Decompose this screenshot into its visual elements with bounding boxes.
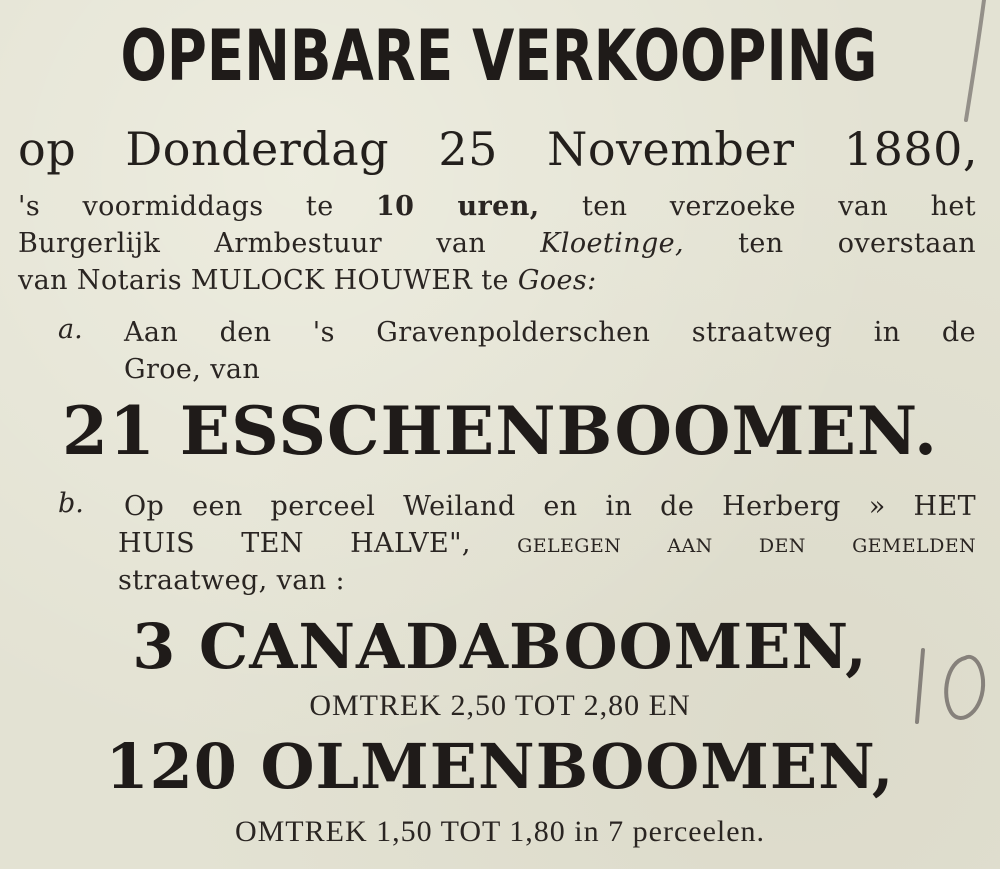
headline: OPENBARE VERKOOPING xyxy=(120,15,878,97)
item-a-description xyxy=(124,314,976,388)
auction-time: 10 uren, xyxy=(375,191,540,222)
item-b-marker: b. xyxy=(58,488,84,519)
intro-line-1-suffix: ten verzoeke van het xyxy=(539,191,976,222)
lot-esschenboomen: 21 ESSCHENBOOMEN. xyxy=(62,392,938,470)
intro-paragraph xyxy=(18,188,976,299)
intro-line-2-suffix: ten overstaan xyxy=(684,228,976,259)
lot-canadaboomen-girth: OMTREK 2,50 TOT 2,80 EN xyxy=(309,689,691,722)
intro-line-3-prefix: van Notaris MULOCK HOUWER te xyxy=(18,265,518,296)
item-a-line-2: Groe, van xyxy=(124,354,261,385)
item-a-line-1: Aan den 's Gravenpolderschen straatweg in de xyxy=(124,317,976,348)
lot-olmenboomen-girth: OMTREK 1,50 TOT 1,80 in 7 perceelen. xyxy=(234,815,766,848)
item-b-line-2: HUIS TEN HALVE", gelegen aan den gemelden xyxy=(118,528,976,559)
item-b-description xyxy=(124,488,976,525)
intro-line-2 xyxy=(18,225,976,262)
lot-canadaboomen: 3 CANADABOOMEN, xyxy=(132,610,868,683)
item-b-line-1: Op een perceel Weiland en in de Herberg » HET xyxy=(124,491,976,522)
item-b-line-3: straatweg, van : xyxy=(118,565,346,596)
intro-line-3 xyxy=(18,262,976,299)
place-kloetinge: Kloetinge, xyxy=(540,228,685,259)
item-a-marker: a. xyxy=(58,314,83,345)
place-goes: Goes: xyxy=(517,265,597,296)
lot-olmenboomen: 120 OLMENBOOMEN, xyxy=(105,730,895,803)
item-b-description-cont xyxy=(118,525,976,599)
handwritten-number-annotation xyxy=(905,640,995,730)
auction-date: op Donderdag 25 November 1880, xyxy=(18,122,978,176)
intro-line-1 xyxy=(18,188,976,225)
intro-line-1-prefix: 's voormiddags te xyxy=(18,191,376,222)
intro-line-2-prefix: Burgerlijk Armbestuur van xyxy=(18,228,541,259)
